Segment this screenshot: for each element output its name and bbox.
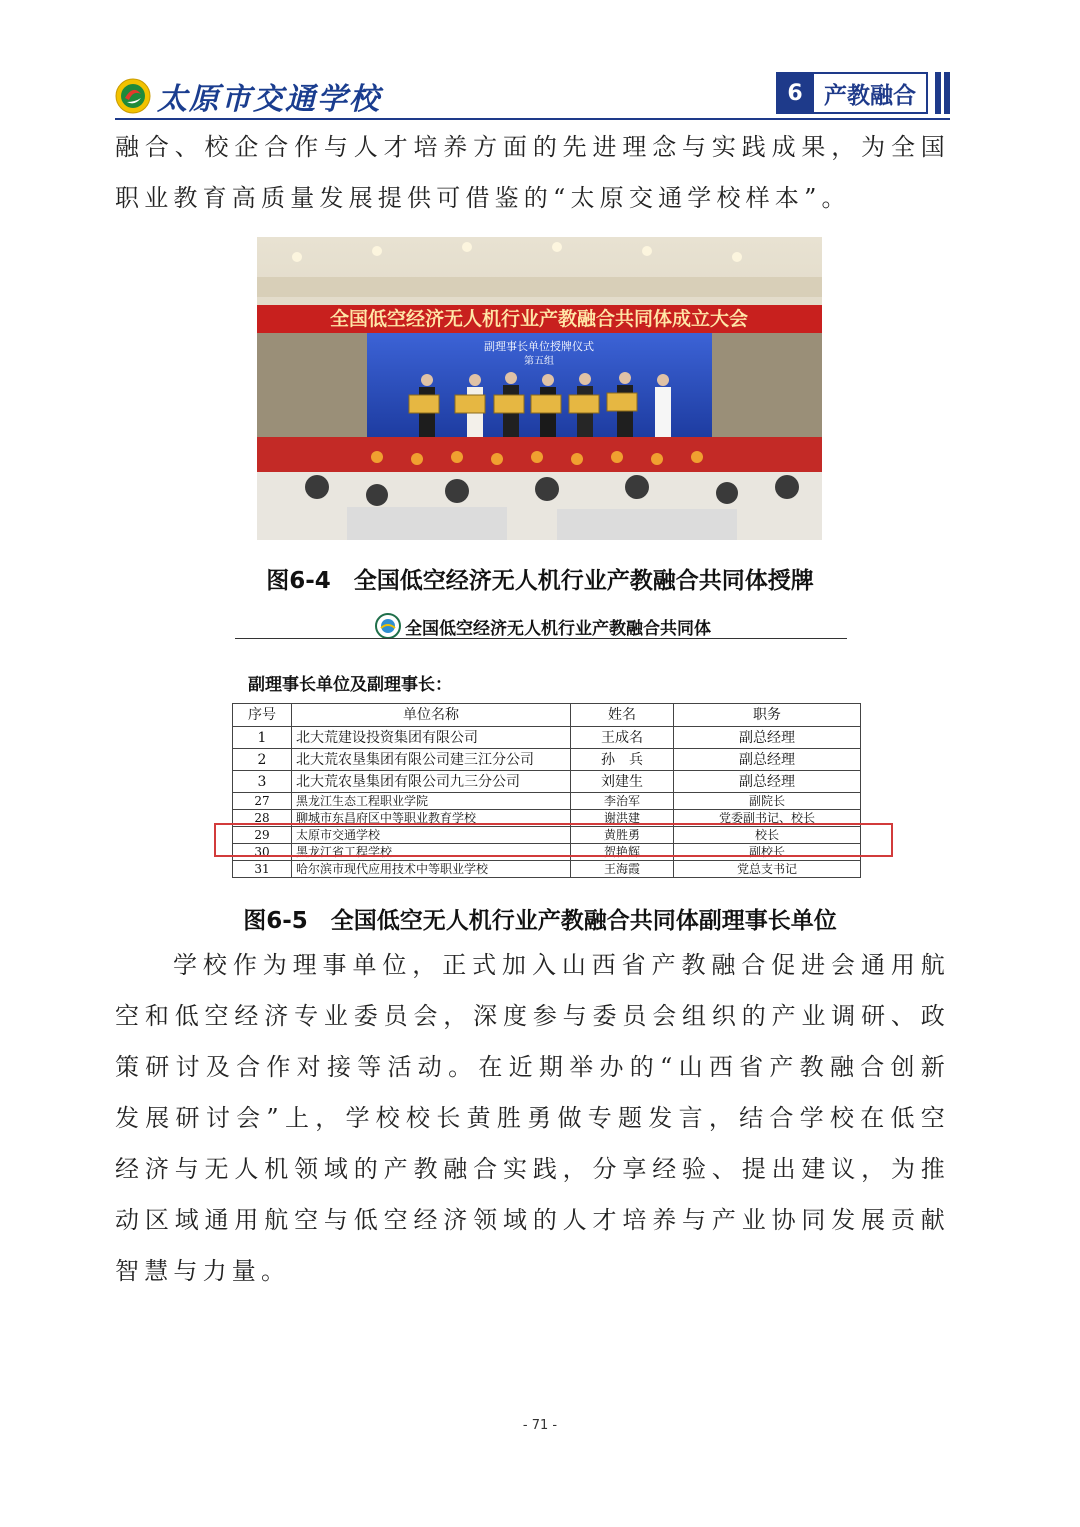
page-number: - 71 - — [522, 1418, 558, 1433]
cell-unit: 太原市交通学校 — [292, 827, 571, 844]
cell-no: 3 — [233, 771, 292, 793]
cell-name: 谢洪建 — [571, 810, 674, 827]
table-row — [233, 749, 861, 771]
chapter-number: 6 — [776, 72, 814, 114]
cell-title: 副总经理 — [674, 727, 861, 749]
cell-title: 副总经理 — [674, 749, 861, 771]
figure-6-4-caption: 图6-4 全国低空经济无人机行业产教融合共同体授牌 — [266, 568, 814, 594]
column-header: 姓名 — [571, 704, 674, 727]
chapter-bars-decoration — [932, 72, 950, 114]
cell-no: 29 — [233, 827, 292, 844]
document-rule — [235, 638, 847, 639]
cell-no: 1 — [233, 727, 292, 749]
figure-6-5-caption: 图6-5 全国低空无人机行业产教融合共同体副理事长单位 — [243, 908, 837, 934]
header-divider — [115, 118, 950, 120]
table-row — [233, 727, 861, 749]
banner-text: 全国低空经济无人机行业产教融合共同体成立大会 — [329, 308, 749, 330]
table-header-row — [233, 704, 861, 727]
column-header: 单位名称 — [292, 704, 571, 727]
table-row — [233, 861, 861, 878]
cell-unit: 哈尔滨市现代应用技术中等职业学校 — [292, 861, 571, 878]
screen-title: 副理事长单位授牌仪式 — [484, 340, 594, 353]
school-name: 太原市交通学校 — [157, 82, 381, 117]
table-row — [233, 771, 861, 793]
cell-no: 30 — [233, 844, 292, 861]
cell-no: 27 — [233, 793, 292, 810]
cell-title: 副总经理 — [674, 771, 861, 793]
consortium-seal-icon — [375, 613, 401, 639]
cell-title: 党总支书记 — [674, 861, 861, 878]
cell-unit: 北大荒建设投资集团有限公司 — [292, 727, 571, 749]
cell-unit: 北大荒农垦集团有限公司建三江分公司 — [292, 749, 571, 771]
ceremony-photo-illustration — [257, 237, 822, 540]
body-paragraph: 学校作为理事单位，正式加入山西省产教融合促进会通用航空和低空经济专业委员会，深度参与委员会组织的产业调研、政策研讨及合作对接等活动。在近期举办的“山西省产教融合创新发展研讨会”上，学校校长黄胜勇做专题发言，结合学校在低空经济与无人机领域的产教融合实践，分享经验、提出建议，为推动区域通用航空与低空经济领域的人才培养与产业协同发展贡献智慧与力量。 — [115, 951, 950, 1285]
cell-name: 王海霞 — [571, 861, 674, 878]
cell-name: 贺艳辉 — [571, 844, 674, 861]
cell-title: 校长 — [674, 827, 861, 844]
cell-unit: 黑龙江省工程学校 — [292, 844, 571, 861]
column-header: 职务 — [674, 704, 861, 727]
cell-name: 刘建生 — [571, 771, 674, 793]
highlight-box — [214, 823, 893, 857]
cell-no: 2 — [233, 749, 292, 771]
cell-name: 李治军 — [571, 793, 674, 810]
cell-unit: 黑龙江生态工程职业学院 — [292, 793, 571, 810]
school-logo — [115, 74, 381, 118]
column-header: 序号 — [233, 704, 292, 727]
screen-subtitle: 第五组 — [524, 356, 554, 367]
cell-name: 王成名 — [571, 727, 674, 749]
intro-paragraph: 融合、校企合作与人才培养方面的先进理念与实践成果，为全国职业教育高质量发展提供可借鉴的“太原交通学校样本”。 — [115, 133, 950, 212]
cell-unit: 北大荒农垦集团有限公司九三分公司 — [292, 771, 571, 793]
cell-unit: 聊城市东昌府区中等职业教育学校 — [292, 810, 571, 827]
table-subheading: 副理事长单位及副理事长： — [248, 675, 452, 695]
cell-no: 28 — [233, 810, 292, 827]
cell-name: 孙 兵 — [571, 749, 674, 771]
chapter-title: 产教融合 — [814, 72, 928, 114]
cell-no: 31 — [233, 861, 292, 878]
cell-title: 党委副书记、校长 — [674, 810, 861, 827]
table-row — [233, 793, 861, 810]
cell-name: 黄胜勇 — [571, 827, 674, 844]
school-emblem-icon — [115, 78, 151, 114]
document-title: 全国低空经济无人机行业产教融合共同体 — [405, 618, 711, 639]
ceremony-photo — [257, 237, 822, 540]
chapter-tag — [776, 72, 950, 114]
cell-title: 副校长 — [674, 844, 861, 861]
cell-title: 副院长 — [674, 793, 861, 810]
